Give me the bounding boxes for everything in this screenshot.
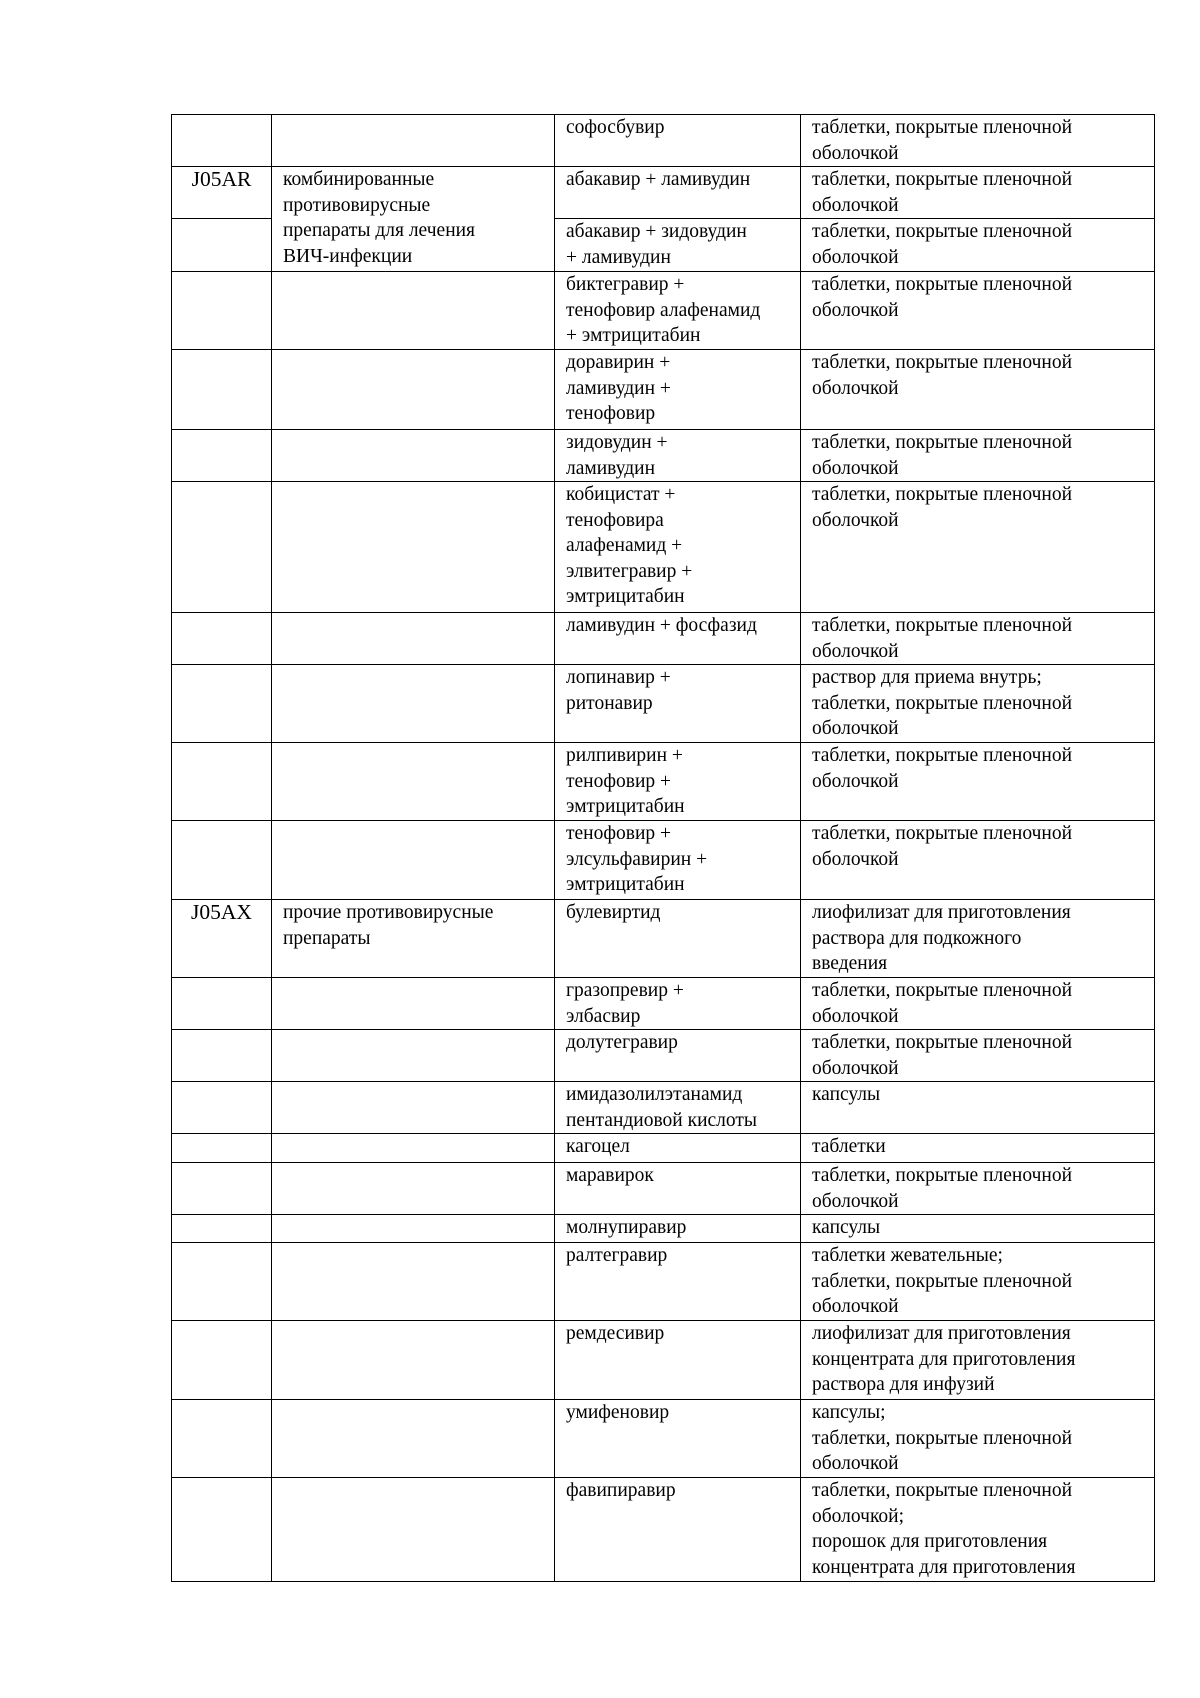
table-row <box>172 1163 1155 1215</box>
drug-name-line: элбасвир <box>566 1005 641 1027</box>
atc-code-cell <box>172 613 272 665</box>
table-row <box>172 821 1155 900</box>
table-row <box>172 900 1155 978</box>
table-row <box>172 115 1155 167</box>
drug-name-cell <box>555 665 801 743</box>
atc-code-cell <box>172 821 272 900</box>
table-row <box>172 1215 1155 1243</box>
table-row <box>172 978 1155 1030</box>
dosage-form-line: таблетки, покрытые пленочной <box>812 1427 1073 1449</box>
drug-name-line: абакавир + ламивудин <box>566 169 751 190</box>
group-name-cell <box>272 743 555 821</box>
dosage-form-cell <box>801 219 1155 272</box>
group-name-line: препараты <box>283 927 371 949</box>
drug-name-cell <box>555 1478 801 1582</box>
drug-name-cell <box>555 1030 801 1082</box>
drug-name-line: зидовудин + <box>566 432 668 453</box>
dosage-form-line: введения <box>812 953 888 974</box>
dosage-form-cell <box>801 743 1155 821</box>
drug-name-line: элвитегравир + <box>566 560 693 582</box>
dosage-form-line: оболочкой <box>812 1057 899 1079</box>
table-row <box>172 613 1155 665</box>
atc-code-cell <box>172 1082 272 1134</box>
drug-name-cell <box>555 219 801 272</box>
group-name-cell <box>272 665 555 743</box>
dosage-form-line: оболочкой <box>812 1005 899 1027</box>
dosage-form-cell <box>801 821 1155 900</box>
dosage-form-line: оболочкой <box>812 1190 899 1212</box>
dosage-form-line: таблетки, покрытые пленочной <box>812 1270 1073 1292</box>
drug-name-line: тенофовир <box>566 403 656 424</box>
group-name-line: противовирусные <box>283 194 431 216</box>
dosage-form-line: лиофилизат для приготовления <box>812 902 1071 923</box>
atc-code-cell <box>172 115 272 167</box>
drug-name-line: тенофовир алафенамид <box>566 299 761 321</box>
atc-code-cell <box>172 978 272 1030</box>
dosage-form-cell <box>801 900 1155 978</box>
drug-name-line: молнупиравир <box>566 1217 687 1238</box>
drug-name-line: ремдесивир <box>566 1323 665 1344</box>
group-name-cell <box>272 350 555 430</box>
group-name-cell <box>272 1134 555 1163</box>
dosage-form-line: концентрата для приготовления <box>812 1348 1076 1370</box>
dosage-form-line: таблетки, покрытые пленочной <box>812 692 1073 714</box>
dosage-form-cell <box>801 350 1155 430</box>
dosage-form-line: оболочкой <box>812 718 899 739</box>
atc-code-cell <box>172 665 272 743</box>
group-name-cell <box>272 482 555 613</box>
group-name-cell <box>272 978 555 1030</box>
drug-name-cell <box>555 1163 801 1215</box>
drug-name-cell <box>555 482 801 613</box>
drug-name-cell <box>555 1215 801 1243</box>
dosage-form-line: таблетки, покрытые пленочной <box>812 274 1073 295</box>
drug-name-line: алафенамид + <box>566 535 683 556</box>
dosage-form-line: оболочкой <box>812 457 899 479</box>
dosage-form-cell <box>801 613 1155 665</box>
group-name-cell <box>272 1243 555 1321</box>
drug-name-line: имидазолилэтанамид <box>566 1084 743 1105</box>
dosage-form-cell <box>801 1478 1155 1582</box>
drug-name-line: доравирин + <box>566 352 671 373</box>
group-name-cell <box>272 115 555 167</box>
drug-name-cell <box>555 350 801 430</box>
drug-name-line: тенофовира <box>566 509 664 531</box>
group-name-cell <box>272 1215 555 1243</box>
drug-name-cell <box>555 743 801 821</box>
drug-name-line: ламивудин <box>566 457 656 479</box>
dosage-form-cell <box>801 482 1155 613</box>
group-name-cell <box>272 613 555 665</box>
table-row <box>172 743 1155 821</box>
dosage-form-line: оболочкой <box>812 640 899 662</box>
drug-name-cell <box>555 430 801 482</box>
drug-name-line: ламивудин + <box>566 377 671 399</box>
atc-code-cell <box>172 1215 272 1243</box>
dosage-form-line: оболочкой <box>812 770 899 792</box>
group-name-line: препараты для лечения <box>283 220 476 241</box>
dosage-form-cell <box>801 665 1155 743</box>
group-name-cell <box>272 900 555 978</box>
dosage-form-line: оболочкой <box>812 377 899 399</box>
dosage-form-line: оболочкой <box>812 1296 899 1317</box>
group-name-cell <box>272 167 555 272</box>
drug-name-cell <box>555 1400 801 1478</box>
dosage-form-cell <box>801 167 1155 219</box>
table-row <box>172 1321 1155 1400</box>
table-row <box>172 482 1155 613</box>
table-row <box>172 1400 1155 1478</box>
dosage-form-line: таблетки, покрытые пленочной <box>812 1480 1073 1501</box>
dosage-form-cell <box>801 1134 1155 1163</box>
group-name-cell <box>272 430 555 482</box>
dosage-form-cell <box>801 272 1155 350</box>
dosage-form-line: оболочкой <box>812 848 899 870</box>
atc-code-cell: J05AX <box>172 900 272 978</box>
dosage-form-line: таблетки, покрытые пленочной <box>812 432 1073 453</box>
dosage-form-cell <box>801 1321 1155 1400</box>
drug-name-cell <box>555 900 801 978</box>
dosage-form-line: капсулы <box>812 1217 881 1238</box>
group-name-line: прочие противовирусные <box>283 902 494 923</box>
dosage-form-cell <box>801 1400 1155 1478</box>
drug-name-line: пентандиовой кислоты <box>566 1109 758 1131</box>
drug-name-line: булевиртид <box>566 902 661 923</box>
table-row <box>172 1030 1155 1082</box>
drug-name-cell <box>555 821 801 900</box>
drug-name-line: + эмтрицитабин <box>566 325 701 346</box>
drug-name-line: лопинавир + <box>566 667 671 688</box>
drug-name-line: кагоцел <box>566 1136 630 1157</box>
drug-name-cell <box>555 613 801 665</box>
dosage-form-line: капсулы <box>812 1084 881 1105</box>
drug-name-line: тенофовир + <box>566 823 672 844</box>
drug-name-line: ламивудин + фосфазид <box>566 615 757 636</box>
dosage-form-line: таблетки, покрытые пленочной <box>812 221 1073 242</box>
table-row <box>172 1243 1155 1321</box>
drug-name-line: ритонавир <box>566 692 653 714</box>
drug-name-line: кобицистат + <box>566 484 676 505</box>
dosage-form-cell <box>801 978 1155 1030</box>
dosage-form-line: капсулы; <box>812 1402 886 1423</box>
drug-name-line: умифеновир <box>566 1402 670 1423</box>
group-name-line: ВИЧ-инфекции <box>283 245 413 267</box>
drug-name-line: софосбувир <box>566 117 665 138</box>
drug-name-line: тенофовир + <box>566 770 672 792</box>
drug-table <box>171 114 1155 1582</box>
group-name-line: комбинированные <box>283 169 435 190</box>
atc-code-cell <box>172 1243 272 1321</box>
table-row <box>172 1082 1155 1134</box>
atc-code-cell <box>172 430 272 482</box>
drug-name-line: рилпивирин + <box>566 745 683 766</box>
drug-name-line: долутегравир <box>566 1032 678 1053</box>
group-name-cell <box>272 1163 555 1215</box>
drug-name-cell <box>555 1321 801 1400</box>
drug-name-line: + ламивудин <box>566 246 671 268</box>
drug-name-line: гразопревир + <box>566 980 684 1001</box>
table-row <box>172 430 1155 482</box>
group-name-cell <box>272 1321 555 1400</box>
table-row <box>172 272 1155 350</box>
dosage-form-line: оболочкой <box>812 299 899 321</box>
dosage-form-line: оболочкой <box>812 1453 899 1474</box>
drug-name-line: маравирок <box>566 1165 654 1186</box>
atc-code-cell <box>172 1400 272 1478</box>
table-row <box>172 350 1155 430</box>
dosage-form-line: лиофилизат для приготовления <box>812 1323 1071 1344</box>
dosage-form-line: таблетки, покрытые пленочной <box>812 169 1073 190</box>
dosage-form-line: оболочкой <box>812 246 899 268</box>
dosage-form-line: таблетки, покрытые пленочной <box>812 1032 1073 1053</box>
dosage-form-line: раствора для подкожного <box>812 927 1022 949</box>
drug-name-cell <box>555 272 801 350</box>
atc-code-cell <box>172 1478 272 1582</box>
dosage-form-line: таблетки, покрытые пленочной <box>812 484 1073 505</box>
drug-name-line: элсульфавирин + <box>566 848 708 870</box>
atc-code-cell <box>172 482 272 613</box>
dosage-form-line: оболочкой <box>812 509 899 531</box>
table-row <box>172 665 1155 743</box>
drug-name-cell <box>555 167 801 219</box>
drug-name-cell <box>555 978 801 1030</box>
dosage-form-line: таблетки, покрытые пленочной <box>812 352 1073 373</box>
table-body <box>172 115 1155 1582</box>
drug-name-line: эмтрицитабин <box>566 586 685 607</box>
dosage-form-line: таблетки, покрытые пленочной <box>812 615 1073 636</box>
drug-name-line: ралтегравир <box>566 1245 668 1266</box>
dosage-form-cell <box>801 1030 1155 1082</box>
atc-code-cell <box>172 1163 272 1215</box>
dosage-form-cell <box>801 1163 1155 1215</box>
table-row <box>172 167 1155 219</box>
atc-code-cell <box>172 1030 272 1082</box>
group-name-cell <box>272 1478 555 1582</box>
atc-code-cell <box>172 743 272 821</box>
group-name-cell <box>272 1082 555 1134</box>
dosage-form-line: оболочкой <box>812 142 899 164</box>
dosage-form-line: таблетки <box>812 1136 886 1157</box>
atc-code-cell: J05AR <box>172 167 272 219</box>
drug-name-cell <box>555 1243 801 1321</box>
dosage-form-cell <box>801 1215 1155 1243</box>
drug-name-line: биктегравир + <box>566 274 685 295</box>
atc-code-cell <box>172 350 272 430</box>
drug-name-line: абакавир + зидовудин <box>566 221 747 242</box>
atc-code-cell <box>172 1321 272 1400</box>
dosage-form-line: таблетки жевательные; <box>812 1245 1003 1266</box>
atc-code-cell <box>172 219 272 272</box>
dosage-form-cell <box>801 430 1155 482</box>
group-name-cell <box>272 1400 555 1478</box>
dosage-form-line: раствор для приема внутрь; <box>812 667 1042 688</box>
atc-code-cell <box>172 272 272 350</box>
dosage-form-cell <box>801 115 1155 167</box>
group-name-cell <box>272 821 555 900</box>
group-name-cell <box>272 272 555 350</box>
group-name-cell <box>272 1030 555 1082</box>
table-row <box>172 1134 1155 1163</box>
dosage-form-line: концентрата для приготовления <box>812 1556 1076 1578</box>
dosage-form-line: оболочкой <box>812 194 899 216</box>
atc-code-cell <box>172 1134 272 1163</box>
drug-name-cell <box>555 1134 801 1163</box>
dosage-form-line: оболочкой; <box>812 1505 905 1527</box>
drug-name-line: фавипиравир <box>566 1480 676 1501</box>
drug-name-line: эмтрицитабин <box>566 874 685 895</box>
dosage-form-line: таблетки, покрытые пленочной <box>812 823 1073 844</box>
dosage-form-cell <box>801 1082 1155 1134</box>
drug-name-line: эмтрицитабин <box>566 796 685 817</box>
dosage-form-line: таблетки, покрытые пленочной <box>812 117 1073 138</box>
dosage-form-cell <box>801 1243 1155 1321</box>
drug-name-cell <box>555 115 801 167</box>
drug-name-cell <box>555 1082 801 1134</box>
dosage-form-line: раствора для инфузий <box>812 1374 995 1395</box>
dosage-form-line: таблетки, покрытые пленочной <box>812 1165 1073 1186</box>
table-row <box>172 1478 1155 1582</box>
dosage-form-line: таблетки, покрытые пленочной <box>812 745 1073 766</box>
dosage-form-line: порошок для приготовления <box>812 1531 1048 1552</box>
dosage-form-line: таблетки, покрытые пленочной <box>812 980 1073 1001</box>
